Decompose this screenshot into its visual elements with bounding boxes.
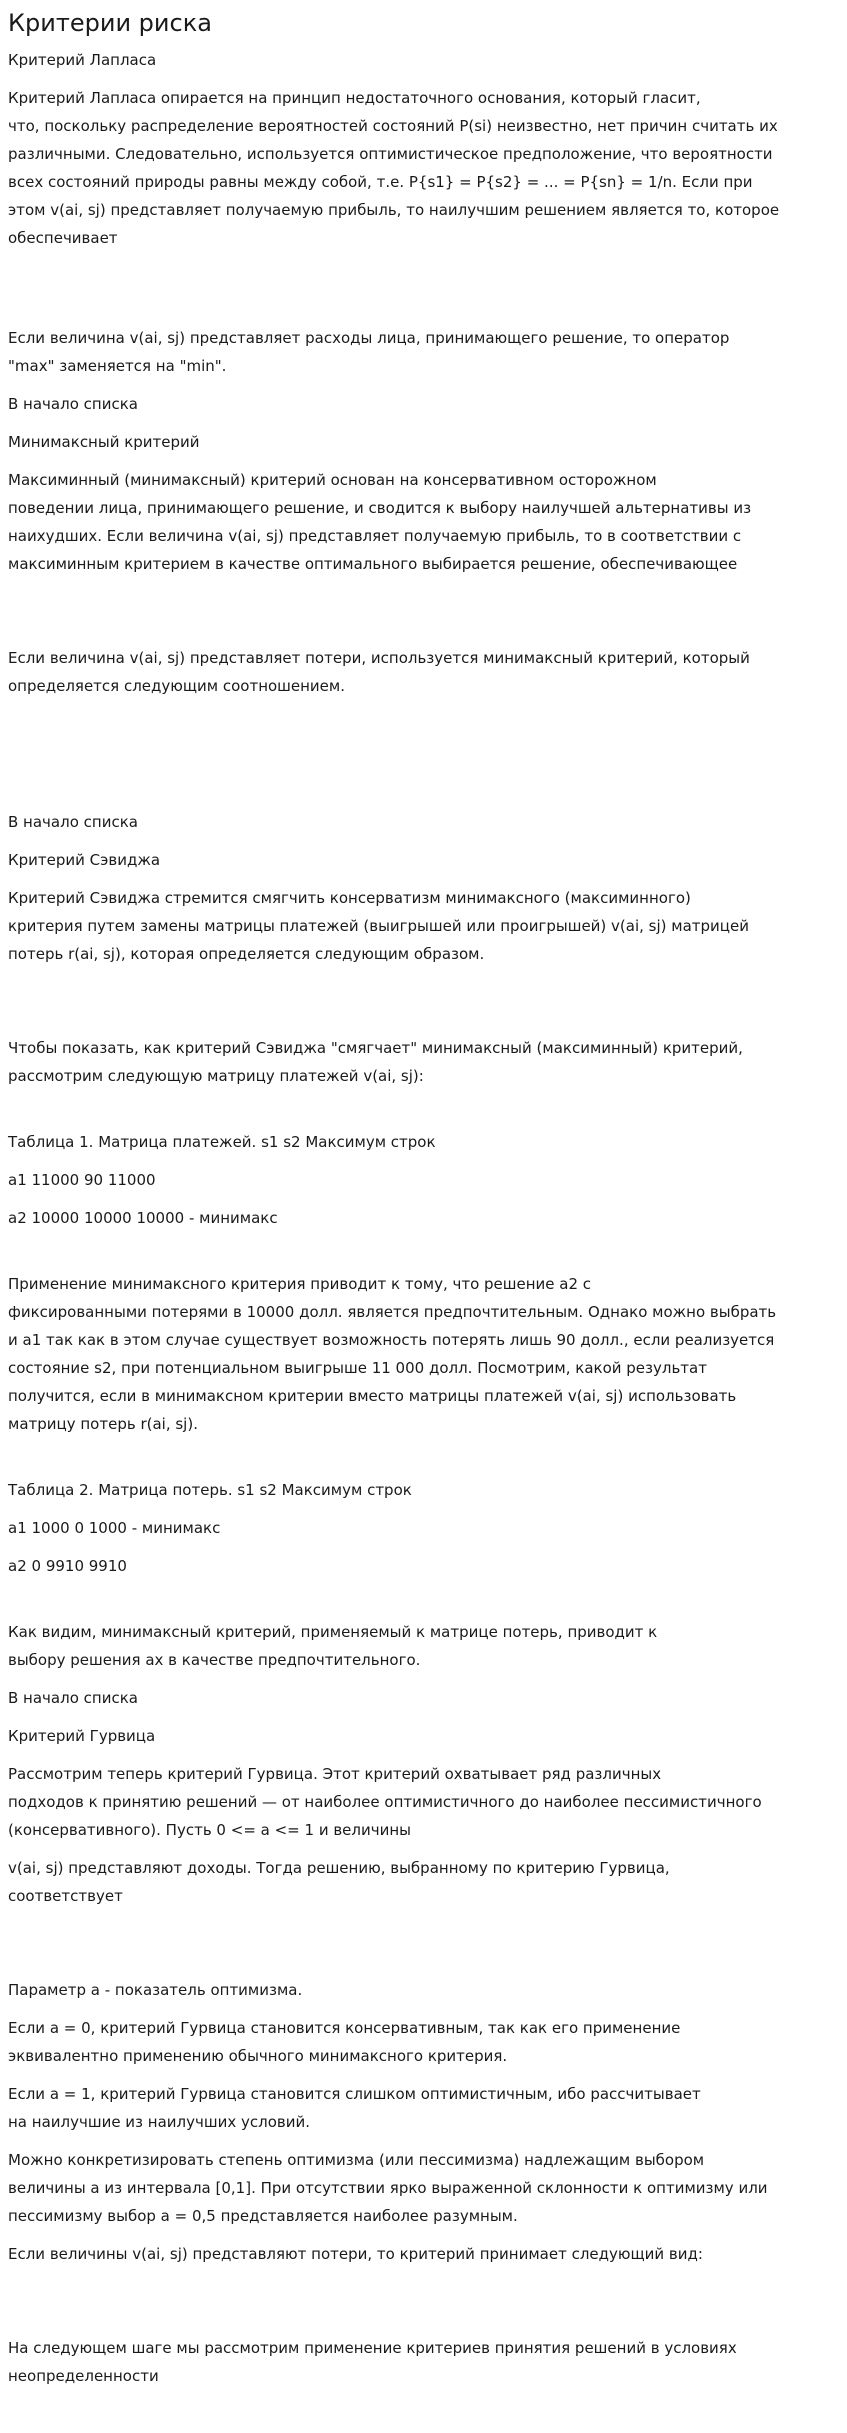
text-line: состояние s2, при потенциальном выигрыше 11 000 долл. Посмотрим, какой результат (8, 1359, 707, 1377)
text-line: На следующем шаге мы рассмотрим применение критериев принятия решений в условиях (8, 2339, 737, 2357)
back-to-list-link[interactable]: В начало списка (8, 1689, 138, 1707)
text-line: Критерий Лапласа опирается на принцип недостаточного основания, который гласит, (8, 89, 701, 107)
text-line: Если величины v(ai, sj) представляют потери, то критерий принимает следующий вид: (8, 2245, 703, 2263)
text-line: Рассмотрим теперь критерий Гурвица. Этот критерий охватывает ряд различных (8, 1765, 662, 1783)
text-line: Чтобы показать, как критерий Сэвиджа "смягчает" минимаксный (максиминный) критерий, (8, 1039, 743, 1057)
text-line: выбору решения ax в качестве предпочтительного. (8, 1651, 421, 1669)
text-line: Можно конкретизировать степень оптимизма (или пессимизма) надлежащим выбором (8, 2151, 705, 2169)
text-line: различными. Следовательно, используется оптимистическое предположение, что вероятности (8, 145, 773, 163)
text-line: и a1 так как в этом случае существует возможность потерять лишь 90 долл., если реализуется (8, 1331, 775, 1349)
text-line: максиминным критерием в качестве оптимального выбирается решение, обеспечивающее (8, 555, 738, 573)
section-heading-minimax: Минимаксный критерий (8, 433, 200, 451)
text-line: определяется следующим соотношением. (8, 677, 345, 695)
section-heading-hurwicz: Критерий Гурвица (8, 1727, 156, 1745)
text-line: неопределенности (8, 2367, 159, 2385)
text-line: величины a из интервала [0,1]. При отсутствии ярко выраженной склонности к оптимизму или (8, 2179, 768, 2197)
text-line: рассмотрим следующую матрицу платежей v(ai, sj): (8, 1067, 424, 1085)
text-line: Если величина v(ai, sj) представляет потери, используется минимаксный критерий, который (8, 649, 750, 667)
text-line: поведении лица, принимающего решение, и сводится к выбору наилучшей альтернативы из (8, 499, 752, 517)
text-line: Применение минимаксного критерия приводит к тому, что решение a2 с (8, 1275, 592, 1293)
text-line: Если a = 0, критерий Гурвица становится консервативным, так как его применение (8, 2019, 681, 2037)
table-row: a1 1000 0 1000 - минимакс (8, 1519, 221, 1537)
text-line: "max" заменяется на "min". (8, 357, 227, 375)
text-line: Максиминный (минимаксный) критерий основан на консервативном осторожном (8, 471, 657, 489)
page-title: Критерии риска (8, 9, 212, 37)
back-to-list-link[interactable]: В начало списка (8, 813, 138, 831)
text-line: эквивалентно применению обычного минимаксного критерия. (8, 2047, 508, 2065)
text-line: критерия путем замены матрицы платежей (выигрышей или проигрышей) v(ai, sj) матрицей (8, 917, 749, 935)
text-line: этом v(ai, sj) представляет получаемую прибыль, то наилучшим решением является то, которое (8, 201, 780, 219)
section-heading-laplace: Критерий Лапласа (8, 51, 157, 69)
text-line: потерь r(ai, sj), которая определяется следующим образом. (8, 945, 485, 963)
text-line: на наилучшие из наилучших условий. (8, 2113, 310, 2131)
text-line: обеспечивает (8, 229, 118, 247)
text-line: что, поскольку распределение вероятностей состояний P(si) неизвестно, нет причин считать их (8, 117, 778, 135)
text-line: Как видим, минимаксный критерий, применяемый к матрице потерь, приводит к (8, 1623, 658, 1641)
text-line: v(ai, sj) представляют доходы. Тогда решению, выбранному по критерию Гурвица, (8, 1859, 670, 1877)
text-line: пессимизму выбор a = 0,5 представляется наиболее разумным. (8, 2207, 518, 2225)
text-line: (консервативного). Пусть 0 <= a <= 1 и величины (8, 1821, 412, 1839)
text-line: получится, если в минимаксном критерии вместо матрицы платежей v(ai, sj) использовать (8, 1387, 737, 1405)
back-to-list-link[interactable]: В начало списка (8, 395, 138, 413)
text-line: Если величина v(ai, sj) представляет расходы лица, принимающего решение, то оператор (8, 329, 730, 347)
table-caption: Таблица 1. Матрица платежей. s1 s2 Максимум строк (8, 1133, 436, 1151)
text-line: матрицу потерь r(ai, sj). (8, 1415, 198, 1433)
table-caption: Таблица 2. Матрица потерь. s1 s2 Максимум строк (8, 1481, 412, 1499)
table-row: a1 11000 90 11000 (8, 1171, 156, 1189)
text-line: Если a = 1, критерий Гурвица становится слишком оптимистичным, ибо рассчитывает (8, 2085, 701, 2103)
table-row: a2 0 9910 9910 (8, 1557, 127, 1575)
text-line: подходов к принятию решений — от наиболее оптимистичного до наиболее пессимистичного (8, 1793, 762, 1811)
section-heading-savage: Критерий Сэвиджа (8, 851, 161, 869)
text-line: фиксированными потерями в 10000 долл. является предпочтительным. Однако можно выбрать (8, 1303, 777, 1321)
table-row: a2 10000 10000 10000 - минимакс (8, 1209, 278, 1227)
text-line: Параметр a - показатель оптимизма. (8, 1981, 303, 1999)
text-line: наихудших. Если величина v(ai, sj) представляет получаемую прибыль, то в соответствии с (8, 527, 742, 545)
text-line: Критерий Сэвиджа стремится смягчить консерватизм минимаксного (максиминного) (8, 889, 691, 907)
text-line: всех состояний природы равны между собой, т.е. P{s1} = P{s2} = ... = P{sn} = 1/n. Если при (8, 173, 753, 191)
text-line: соответствует (8, 1887, 123, 1905)
